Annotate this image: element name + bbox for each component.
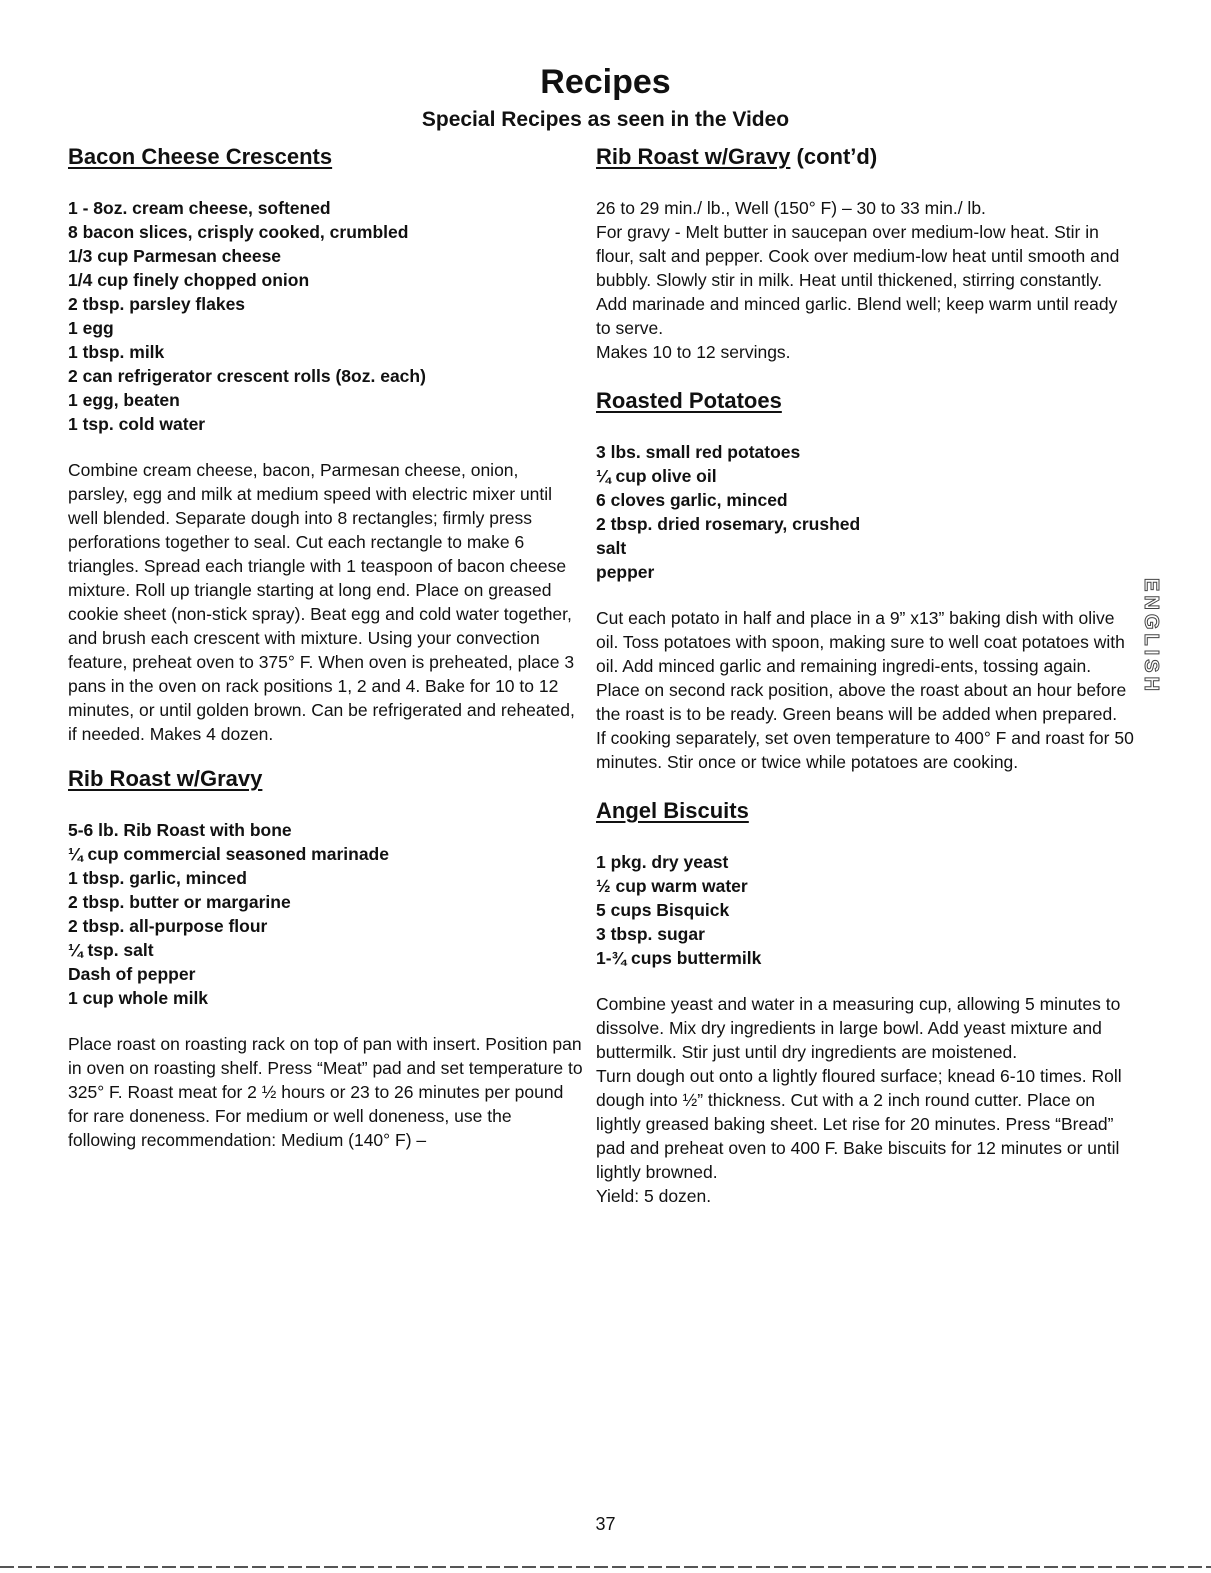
recipe-heading-suffix: (cont’d) [790,144,878,169]
recipe-heading [68,764,583,794]
page-subtitle: Special Recipes as seen in the Video [421,108,790,131]
ingredient-item: 2 tbsp. parsley flakes [68,294,246,314]
recipe-directions-separately: If cooking separately, set oven temperature to 400° F and roast for 50 minutes. Stir once or twice while potatoes are cooking. [596,728,1134,772]
ingredient-item: ¼ tsp. salt [68,940,154,960]
ingredient-item: salt [596,538,627,558]
ingredient-list [596,440,1136,584]
ingredient-item: 1 tbsp. milk [68,342,165,362]
ingredient-item: 1 cup whole milk [68,988,209,1008]
recipe-directions: Combine yeast and water in a measuring cup, allowing 5 minutes to dissolve. Mix dry ingredients in large bowl. Add yeast mixture and buttermilk. Stir just until dry ingredients are moistened. [596,994,1121,1062]
ingredient-item: 2 tbsp. butter or margarine [68,892,291,912]
recipe-heading [596,386,1136,416]
recipe-directions: Place roast on roasting rack on top of pan with insert. Position pan in oven on roasting shelf. Press “Meat” pad and set temperature to 325° F. Roast meat for 2 ½ hours or 23 to 26 minutes per pound for rare doneness. For medium or well doneness, use the following recommendation: Medium (140° F) – [68,1034,583,1150]
bottom-divider [0,1566,1211,1568]
ingredient-item: 6 cloves garlic, minced [596,490,788,510]
ingredient-item: 1-¾ cups buttermilk [596,948,762,968]
recipe-heading [596,142,1136,172]
recipe-rib-roast [68,764,583,1152]
page-number: 37 [595,1514,616,1534]
ingredient-item: ¼ cup commercial seasoned marinade [68,844,389,864]
ingredient-item: 5-6 lb. Rib Roast with bone [68,820,292,840]
ingredient-item: 1/4 cup finely chopped onion [68,270,310,290]
language-side-tab [1130,566,1170,706]
recipe-rib-roast-continued [596,142,1136,364]
ingredient-item: 1 tsp. cold water [68,414,206,434]
recipe-angel-biscuits [596,796,1136,1208]
recipe-heading [596,796,1136,826]
ingredient-item: 2 tbsp. dried rosemary, crushed [596,514,861,534]
recipe-heading-text: Roasted Potatoes [596,388,782,413]
ingredient-item: 3 tbsp. sugar [596,924,705,944]
ingredient-item: 8 bacon slices, crisply cooked, crumbled [68,222,409,242]
left-column [68,142,583,1152]
ingredient-item: pepper [596,562,655,582]
recipe-roasted-potatoes [596,386,1136,774]
recipe-servings: Makes 10 to 12 servings. [596,342,791,362]
ingredient-item: 1 pkg. dry yeast [596,852,729,872]
recipe-heading-text: Bacon Cheese Crescents [68,144,333,169]
page-title: Recipes [540,63,671,101]
recipe-directions-gravy: For gravy - Melt butter in saucepan over medium-low heat. Stir in flour, salt and pepper. Cook over medium-low heat until smooth and bubbly. Slowly stir in milk. Heat until thickened, stirring constantly. Add marinade and minced garlic. Blend well; keep warm until ready to serve. [596,222,1120,338]
ingredient-item: 2 can refrigerator crescent rolls (8oz. each) [68,366,426,386]
ingredient-item: Dash of pepper [68,964,196,984]
recipe-bacon-cheese-crescents [68,142,583,746]
ingredient-list [68,196,583,436]
recipe-directions: Combine cream cheese, bacon, Parmesan cheese, onion, parsley, egg and milk at medium speed with electric mixer until well blended. Separate dough into 8 rectangles; firmly press perforations together to seal. Cut each rectangle to make 6 triangles. Spread each triangle with 1 teaspoon of bacon cheese mixture. Roll up triangle starting at long end. Place on greased cookie sheet (non-stick spray). Beat egg and cold water together, and brush each crescent with mixture. Using your convection feature, preheat oven to 375° F. When oven is preheated, place 3 pans in the oven on rack positions 1, 2 and 4. Bake for 10 to 12 minutes, or until golden brown. Can be refrigerated and reheated, if needed. Makes 4 dozen. [68,460,575,744]
ingredient-list [596,850,1136,970]
ingredient-item: ½ cup warm water [596,876,748,896]
recipe-directions-line: 26 to 29 min./ lb., Well (150° F) – 30 to 33 min./ lb. [596,198,986,218]
recipe-heading-text: Angel Biscuits [596,798,749,823]
ingredient-item: 2 tbsp. all-purpose flour [68,916,268,936]
ingredient-item: 1 egg, beaten [68,390,180,410]
ingredient-item: 5 cups Bisquick [596,900,730,920]
language-label: ENGLISH [1139,577,1162,695]
ingredient-item: 3 lbs. small red potatoes [596,442,801,462]
right-column [596,142,1136,1208]
recipe-yield: Yield: 5 dozen. [596,1186,712,1206]
recipe-heading-text: Rib Roast w/Gravy [596,144,791,169]
ingredient-item: 1 - 8oz. cream cheese, softened [68,198,331,218]
ingredient-item: 1 tbsp. garlic, minced [68,868,247,888]
recipe-heading-text: Rib Roast w/Gravy [68,766,263,791]
ingredient-list [68,818,583,1010]
ingredient-item: ¼ cup olive oil [596,466,717,486]
ingredient-item: 1/3 cup Parmesan cheese [68,246,282,266]
recipe-heading [68,142,583,172]
recipe-directions: Turn dough out onto a lightly floured surface; knead 6-10 times. Roll dough into ½” thickness. Cut with a 2 inch round cutter. Place on lightly greased baking sheet. Let rise for 20 minutes. Press “Bread” pad and preheat oven to 400 F. Bake biscuits for 12 minutes or until lightly browned. [596,1066,1122,1182]
recipe-directions: Cut each potato in half and place in a 9” x13” baking dish with olive oil. Toss potatoes with spoon, making sure to well coat potatoes with oil. Add minced garlic and remaining ingredi-ents, tossing again. Place on second rack position, above the roast about an hour before the roast is to be ready. Green beans will be added when prepared. [596,608,1127,724]
ingredient-item: 1 egg [68,318,114,338]
